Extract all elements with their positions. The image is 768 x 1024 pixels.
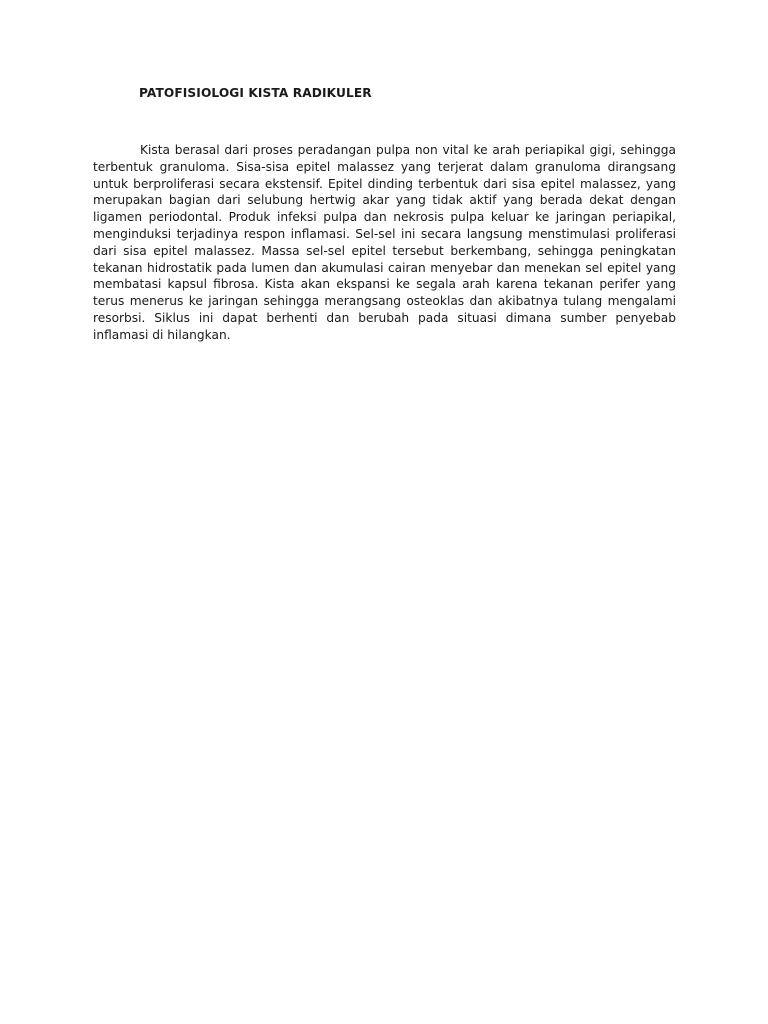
document-title: PATOFISIOLOGI KISTA RADIKULER xyxy=(139,86,372,100)
body-paragraph: Kista berasal dari proses peradangan pulpa non vital ke arah periapikal gigi, sehingga terbentuk granuloma. Sisa-sisa epitel malassez yang terjerat dalam granuloma dirangsang untuk berproliferasi secara ekstensif. Epitel dinding terbentuk dari sisa epitel malassez, yang merupakan bagian dari selubung hertwig akar yang tidak aktif yang berada dekat dengan ligamen periodontal. Produk infeksi pulpa dan nekrosis pulpa keluar ke jaringan periapikal, menginduksi terjadinya respon inflamasi. Sel-sel ini secara langsung menstimulasi proliferasi dari sisa epitel malassez. Massa sel-sel epitel tersebut berkembang, sehingga peningkatan tekanan hidrostatik pada lumen dan akumulasi cairan menyebar dan menekan sel epitel yang membatasi kapsul fibrosa. Kista akan ekspansi ke segala arah karena tekanan perifer yang terus menerus ke jaringan sehingga merangsang osteoklas dan akibatnya tulang mengalami resorbsi. Siklus ini dapat berhenti dan berubah pada situasi dimana sumber penyebab inflamasi di hilangkan. xyxy=(93,143,676,342)
